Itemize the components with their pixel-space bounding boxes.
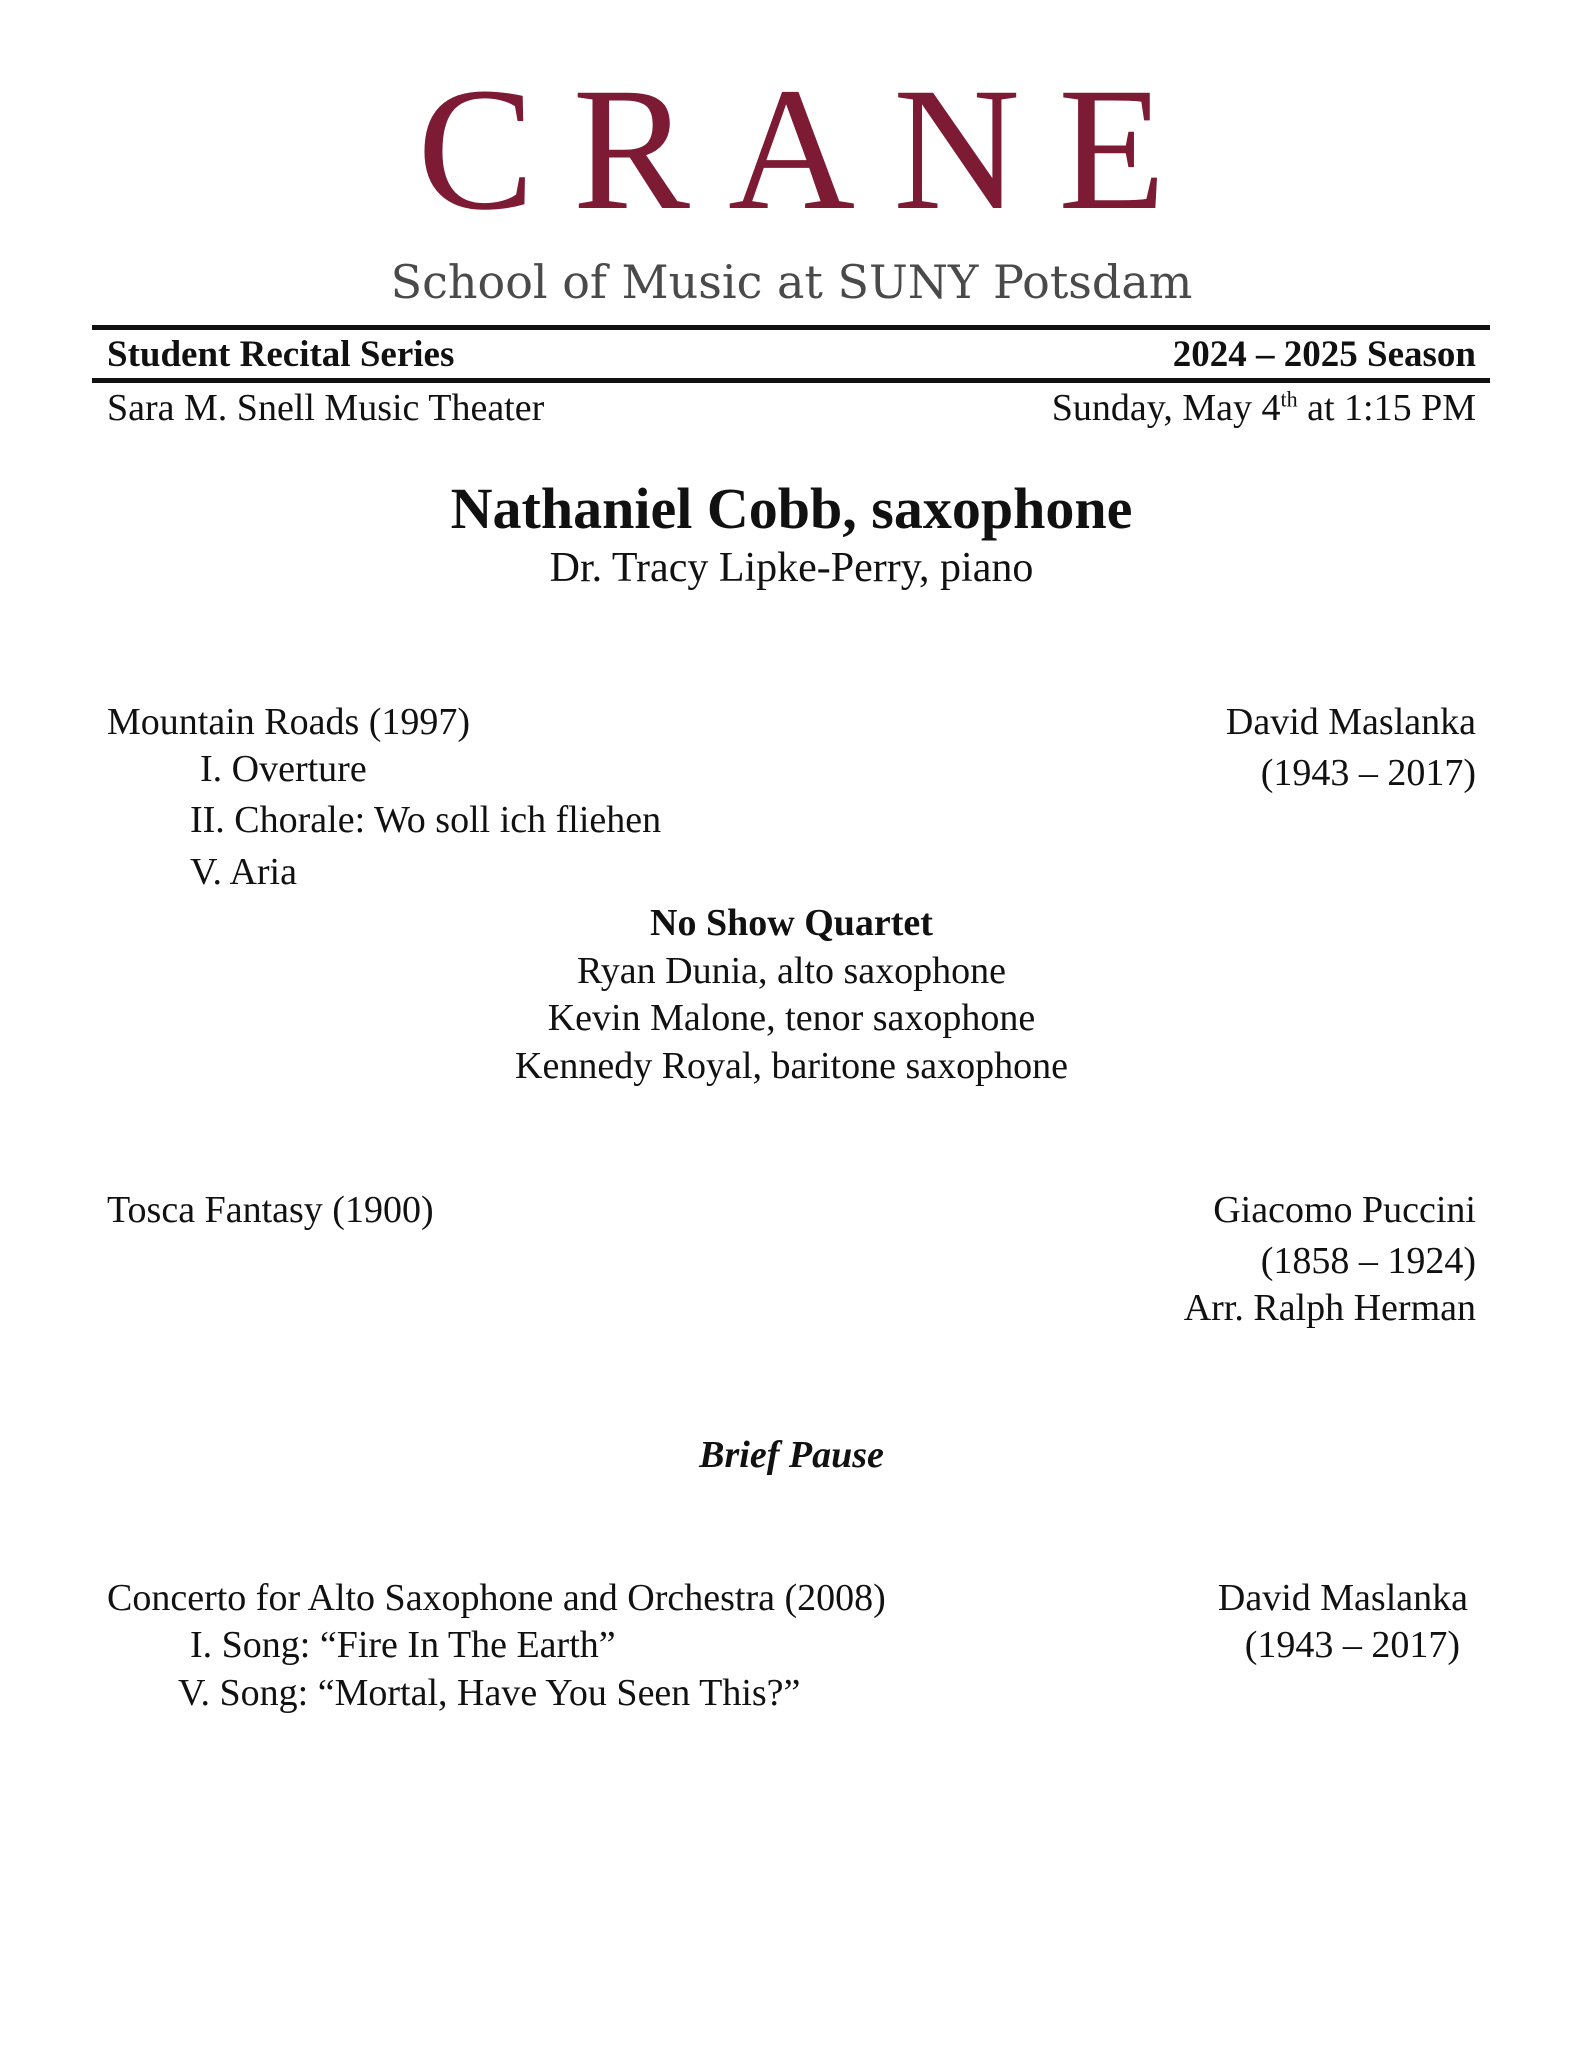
- date-prefix: Sunday, May 4: [1051, 387, 1281, 429]
- piece1-movement-1: I. Overture: [200, 748, 367, 790]
- piece1-movement-3: V. Aria: [190, 851, 297, 893]
- ensemble-name: No Show Quartet: [650, 902, 933, 944]
- piece1-composer-dates: (1943 – 2017): [1260, 752, 1476, 794]
- piece2-title: Tosca Fantasy (1900): [107, 1189, 434, 1231]
- piece3-composer-dates: (1943 – 2017): [1244, 1624, 1460, 1666]
- venue-bar: [107, 386, 1476, 430]
- logo-subtitle: School of Music at SUNY Potsdam: [390, 255, 1193, 309]
- venue: Sara M. Snell Music Theater: [107, 387, 545, 429]
- ensemble-member: Ryan Dunia, alto saxophone: [576, 950, 1007, 992]
- ensemble-member: Kevin Malone, tenor saxophone: [547, 997, 1036, 1039]
- crane-logo-wordmark: CRANE: [417, 52, 1204, 247]
- date-ordinal: th: [1280, 386, 1298, 412]
- piece3-composer: David Maslanka: [1217, 1577, 1468, 1619]
- bottom-rule: [92, 378, 1490, 383]
- series-bar: [107, 333, 1476, 377]
- brief-pause: Brief Pause: [699, 1434, 884, 1476]
- piece1-movement-2: II. Chorale: Wo soll ich fliehen: [190, 799, 662, 841]
- piece2-arranger: Arr. Ralph Herman: [1183, 1287, 1476, 1329]
- piece1-composer: David Maslanka: [1225, 701, 1476, 743]
- season-label: 2024 – 2025 Season: [1172, 334, 1476, 375]
- top-rule: [92, 325, 1490, 330]
- piece3-movement-2: V. Song: “Mortal, Have You Seen This?”: [178, 1672, 801, 1714]
- accompanist-name: Dr. Tracy Lipke-Perry, piano: [549, 545, 1034, 591]
- piece2-composer: Giacomo Puccini: [1213, 1189, 1476, 1231]
- ensemble-member: Kennedy Royal, baritone saxophone: [515, 1045, 1068, 1087]
- date-suffix: at 1:15 PM: [1297, 387, 1476, 429]
- piece2-composer-dates: (1858 – 1924): [1260, 1240, 1476, 1282]
- performer-name: Nathaniel Cobb, saxophone: [450, 476, 1133, 541]
- piece3-movement-1: I. Song: “Fire In The Earth”: [190, 1624, 616, 1666]
- series-name: Student Recital Series: [107, 334, 455, 375]
- piece3-title: Concerto for Alto Saxophone and Orchestra (2008): [107, 1577, 886, 1619]
- date-time: [1052, 386, 1476, 430]
- piece1-title: Mountain Roads (1997): [107, 701, 471, 743]
